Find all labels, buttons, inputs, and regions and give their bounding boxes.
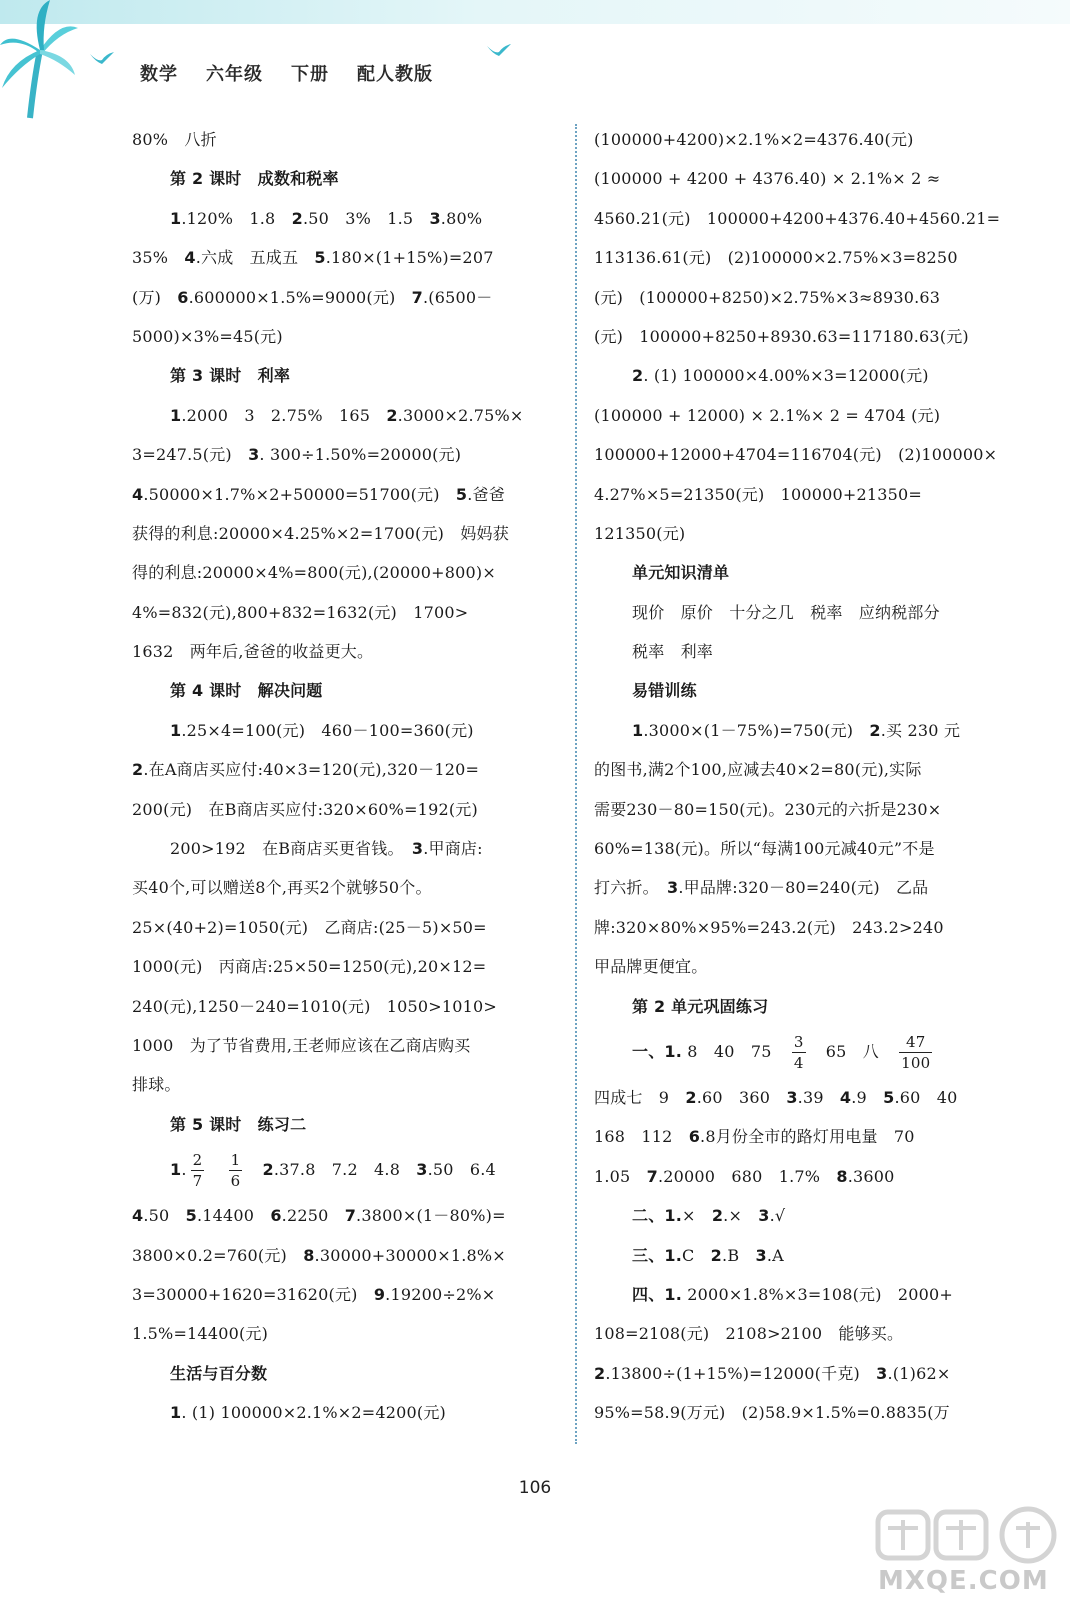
text-line: 2.在A商店买应付:40×3=120(元),320－120= [132,760,480,780]
bird-icon [487,42,511,58]
text-line: 3=247.5(元) 3. 300÷1.50%=20000(元) [132,445,462,465]
text-line: 四成七 9 2.60 360 3.39 4.9 5.60 40 [594,1087,958,1107]
text-line: 甲品牌更便宜。 [594,957,708,977]
section-heading: 第 5 课时 练习二 [170,1114,307,1134]
text-line: (100000+4200)×2.1%×2=4376.40(元) [594,130,914,149]
text-line: 3=30000+1620=31620(元) 9.19200÷2%× [132,1284,496,1304]
bird-icon [90,50,114,66]
book-title [140,60,461,86]
text-line: 打六折。 3.甲品牌:320－80=240(元) 乙品 [594,878,929,898]
text-line: 1.05 7.20000 680 1.7% 8.3600 [594,1166,895,1186]
text-line: 的图书,满2个100,应减去40×2=80(元),实际 [594,760,922,780]
text-line: 60%=138(元)。所以“每满100元减40元”不是 [594,839,935,859]
section-heading: 第 2 课时 成数和税率 [170,169,339,189]
section-heading: 第 2 单元巩固练习 [632,996,769,1016]
text-line: 200(元) 在B商店买应付:320×60%=192(元) [132,799,478,819]
edition-label: 配人教版 [357,64,433,85]
text-line: 4.27%×5=21350(元) 100000+21350= [594,484,922,504]
header-band [0,0,1070,24]
text-line: 需要230－80=150(元)。230元的六折是230× [594,799,942,819]
text-line: 四、1. 2000×1.8%×3=108(元) 2000+ [632,1284,954,1304]
text-line: 二、1.× 2.× 3.√ [632,1206,786,1226]
fraction: $\frac{1}{6}$ [230,1151,241,1191]
text-line: 2.13800÷(1+15%)=12000(千克) 3.(1)62× [594,1363,951,1383]
text-line: (100000 + 4200 + 4376.40) × 2.1%× 2 ≈ [594,169,941,189]
text-line: 100000+12000+4704=116704(元) (2)100000× [594,445,998,465]
text-line: 121350(元) [594,523,686,543]
section-heading: 生活与百分数 [170,1363,268,1383]
grade-label: 六年级 [206,64,263,85]
text-line: 1000(元) 丙商店:25×50=1250(元),20×12= [132,957,487,977]
text-line: 1.120% 1.8 2.50 3% 1.5 3.80% [170,208,483,228]
text-line: 200>192 在B商店买更省钱。 3.甲商店: [170,839,483,859]
text-line: 113136.61(元) (2)100000×2.75%×3=8250 [594,248,958,268]
text-line: 2. (1) 100000×4.00%×3=12000(元) [632,366,929,386]
text-line: 25×(40+2)=1050(元) 乙商店:(25－5)×50= [132,917,487,937]
text-line: 35% 4.六成 五成五 5.180×(1+15%)=207 [132,248,494,268]
fraction: $\frac{3}{4}$ [793,1032,804,1072]
text-line: 三、1.C 2.B 3.A [632,1245,784,1265]
text-line: 1.3000×(1－75%)=750(元) 2.买 230 元 [632,720,961,740]
text-line: (元) 100000+8250+8930.63=117180.63(元) [594,326,969,346]
section-heading: 易错训练 [632,681,697,701]
text-line: 1.5%=14400(元) [132,1324,269,1344]
text-line: 一、1. 8 40 75 $\frac{3}{4}$ 65 八 $\frac{47}{100}$ [632,1032,931,1072]
section-heading: 第 4 课时 解决问题 [170,681,323,701]
text-line: 排球。 [132,1075,181,1095]
text-line: 3800×0.2=760(元) 8.30000+30000×1.8%× [132,1245,506,1265]
right-column [594,120,1024,1433]
text-line: 4560.21(元) 100000+4200+4376.40+4560.21= [594,208,1001,228]
text-line: 1000 为了节省费用,王老师应该在乙商店购买 [132,1035,471,1055]
text-line: 4.50 5.14400 6.2250 7.3800×(1－80%)= [132,1206,506,1226]
section-heading: 单元知识清单 [632,563,730,583]
text-line: 得的利息:20000×4%=800(元),(20000+800)× [132,563,496,583]
text-line: 4%=832(元),800+832=1632(元) 1700> [132,602,469,622]
fraction: $\frac{2}{7}$ [192,1151,203,1191]
text-line: 80% 八折 [132,130,217,149]
text-line: 获得的利息:20000×4.25%×2=1700(元) 妈妈获 [132,523,509,543]
text-line: 240(元),1250－240=1010(元) 1050>1010> [132,996,498,1016]
text-line: 168 112 6.8月份全市的路灯用电量 70 [594,1127,915,1147]
text-line: 95%=58.9(万元) (2)58.9×1.5%=0.8835(万 [594,1403,950,1423]
text-line: 1. (1) 100000×2.1%×2=4200(元) [170,1403,447,1423]
page-number: 106 [518,1478,552,1498]
text-line: (元) (100000+8250)×2.75%×3≈8930.63 [594,287,941,307]
fraction: $\frac{47}{100}$ [901,1032,931,1072]
column-divider [575,124,577,1444]
volume-label: 下册 [291,64,329,85]
text-line: 1.2000 3 2.75% 165 2.3000×2.75%× [170,405,524,425]
text-line: 1.25×4=100(元) 460－100=360(元) [170,720,474,740]
text-line: 买40个,可以赠送8个,再买2个就够50个。 [132,878,432,898]
text-line: 1632 两年后,爸爸的收益更大。 [132,642,374,662]
text-line: 4.50000×1.7%×2+50000=51700(元) 5.爸爸 [132,484,505,504]
subject-label: 数学 [140,64,178,85]
text-line: 1. $\frac{2}{7}$ $\frac{1}{6}$ 2.37.8 7.2 4.8 3.50 6.4 [170,1151,496,1191]
watermark-text: MXQE.COM [878,1566,1049,1596]
text-line: (100000 + 12000) × 2.1%× 2 = 4704 (元) [594,405,941,425]
section-heading: 第 3 课时 利率 [170,366,291,386]
text-line: 税率 利率 [632,642,714,662]
text-line: 5000)×3%=45(元) [132,326,283,346]
text-line: 牌:320×80%×95%=243.2(元) 243.2>240 [594,917,944,937]
text-line: 108=2108(元) 2108>2100 能够买。 [594,1324,904,1344]
text-line: 现价 原价 十分之几 税率 应纳税部分 [632,602,940,622]
left-column [132,120,562,1433]
text-line: (万) 6.600000×1.5%=9000(元) 7.(6500－ [132,287,493,307]
